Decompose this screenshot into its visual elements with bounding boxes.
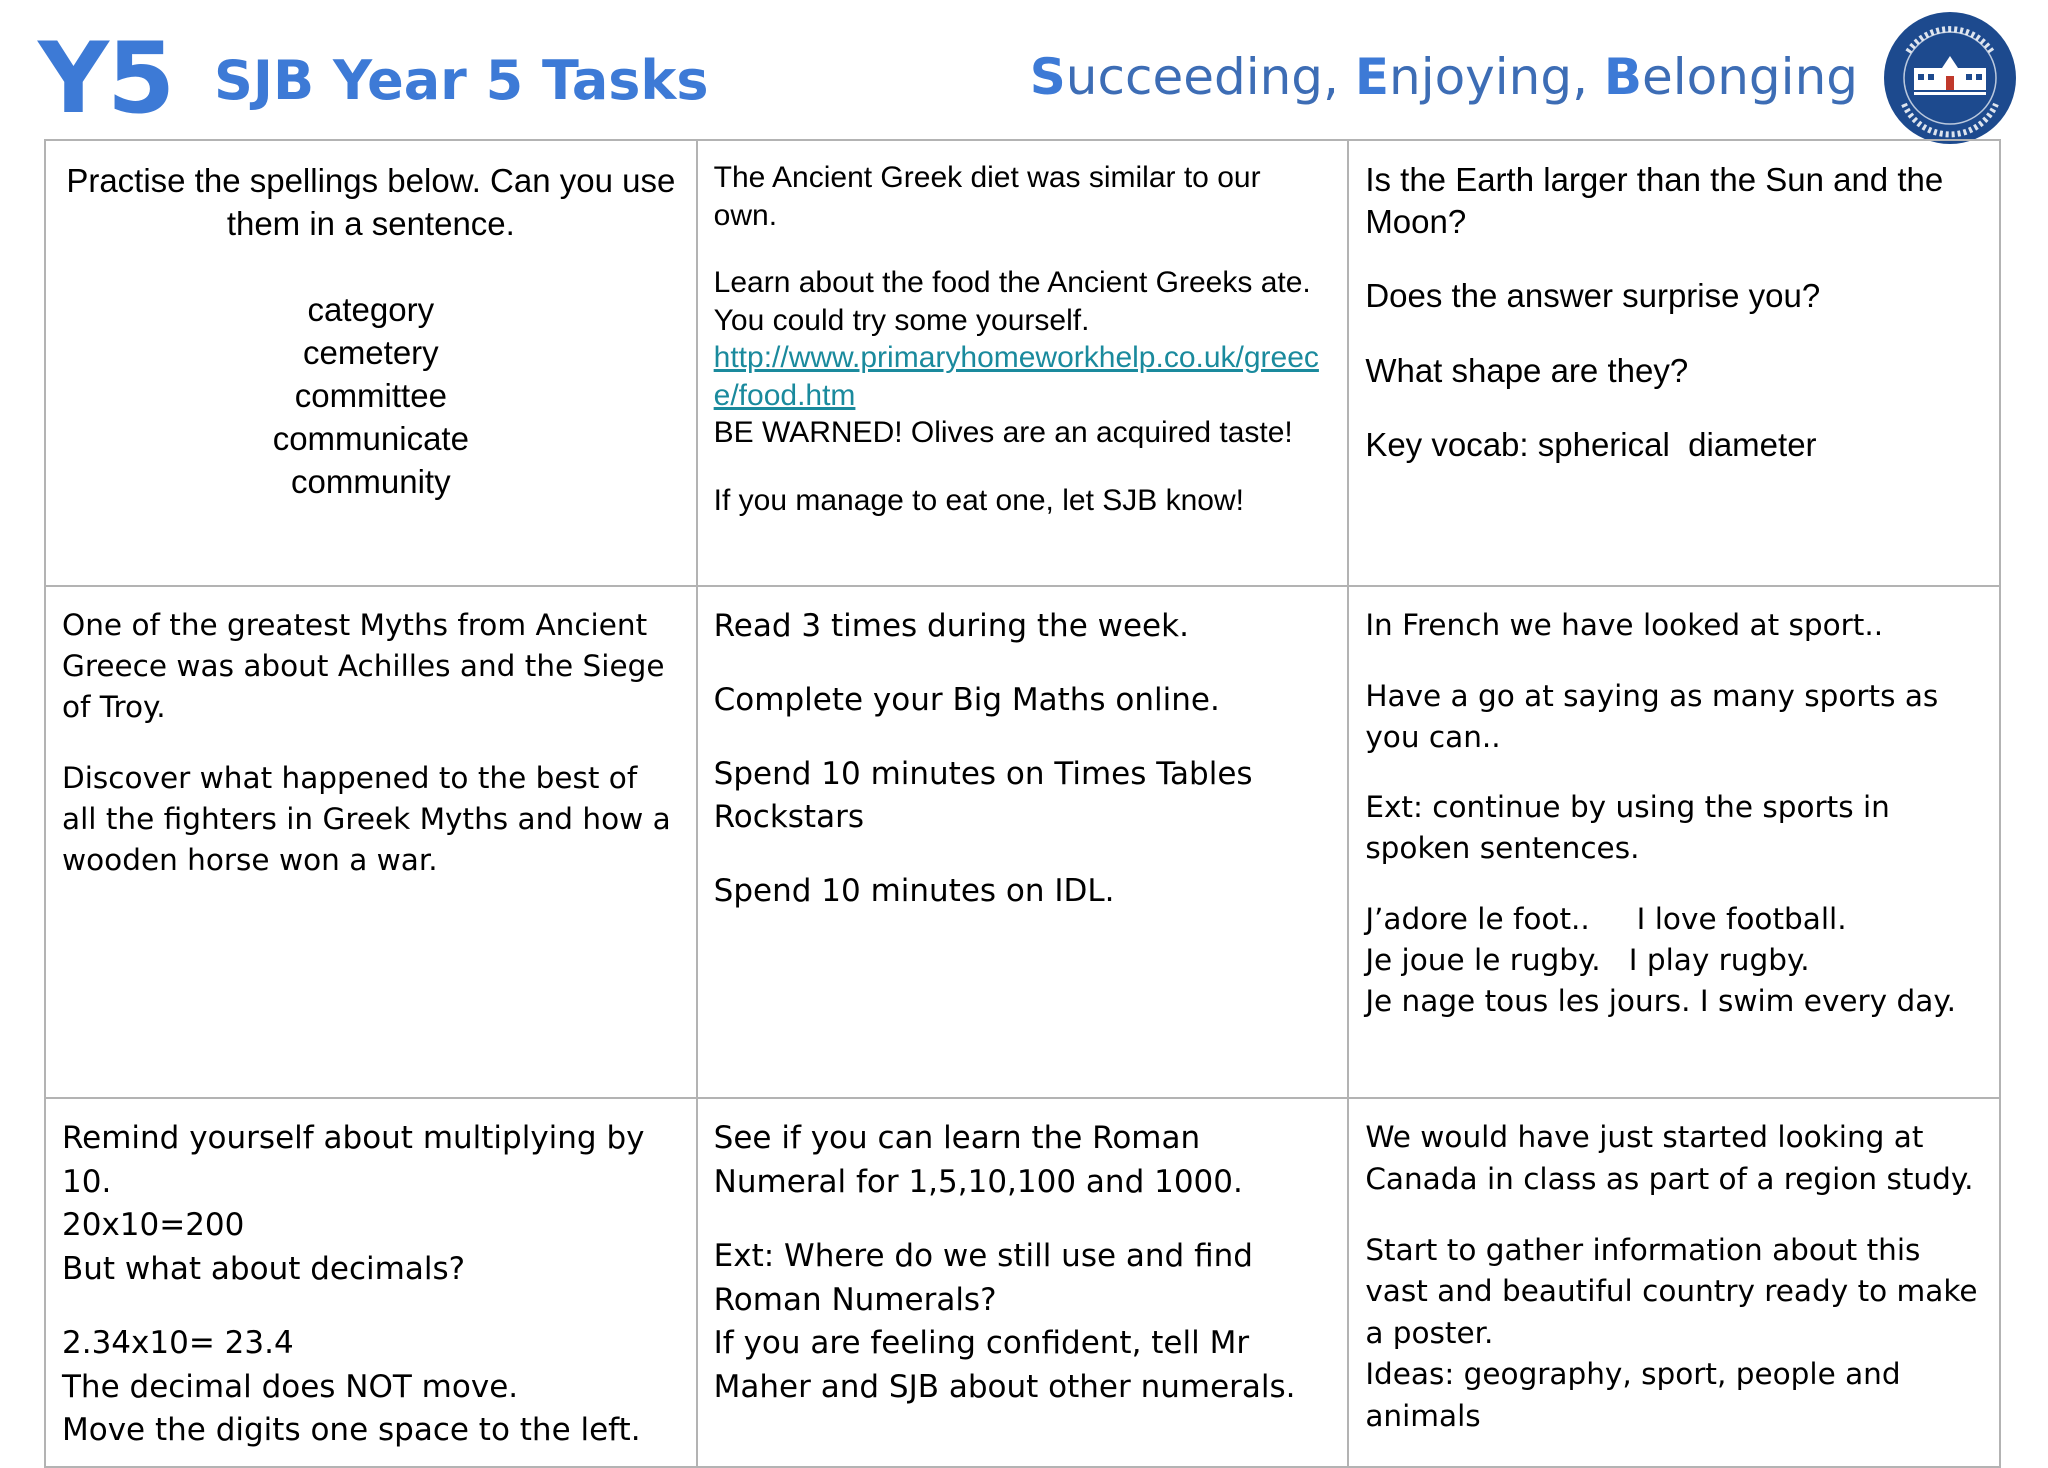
multiply-line: Remind yourself about multiplying by 10.	[62, 1120, 655, 1200]
olives-warning: BE WARNED! Olives are an acquired taste!	[713, 416, 1293, 449]
tasks-grid	[44, 139, 2001, 1468]
school-crest-icon	[1884, 12, 2016, 144]
spelling-word: communicate	[272, 420, 469, 457]
achilles-task: Discover what happened to the best of all the fighters in Greek Myths and how a wooden horse won a war.	[62, 760, 681, 877]
motto-s-rest: ucceeding,	[1065, 48, 1355, 106]
school-logo	[1884, 12, 2016, 144]
roman-extension: Ext: Where do we still use and find Roman Numerals?	[713, 1238, 1263, 1318]
spelling-list	[62, 288, 680, 503]
spellings-intro: Practise the spellings below. Can you use them in a sentence.	[66, 162, 685, 242]
task-cell-achilles	[45, 586, 697, 1098]
task-cell-french	[1348, 586, 2000, 1098]
french-task: Have a go at saying as many sports as you can..	[1365, 678, 1948, 754]
achilles-intro: One of the greatest Myths from Ancient Greece was about Achilles and the Siege of Troy.	[62, 608, 674, 724]
roman-challenge: If you are feeling confident, tell Mr Maher and SJB about other numerals.	[713, 1325, 1296, 1405]
weekly-item: Complete your Big Maths online.	[713, 682, 1220, 718]
french-example: J’adore le foot.. I love football.	[1365, 901, 1847, 936]
motto-e-rest: njoying,	[1389, 48, 1604, 106]
year-badge: Y5	[38, 22, 174, 136]
spelling-word: committee	[294, 377, 447, 414]
tasks-row	[45, 140, 2000, 586]
surprise-question: Does the answer surprise you?	[1365, 277, 1821, 314]
motto-s-initial: S	[1029, 48, 1066, 106]
french-example: Je nage tous les jours. I swim every day.	[1365, 983, 1956, 1018]
shape-question: What shape are they?	[1365, 351, 1689, 389]
multiply-line: But what about decimals?	[62, 1250, 466, 1287]
task-cell-weekly	[697, 586, 1349, 1098]
earth-question: Is the Earth larger than the Sun and the Moon?	[1365, 161, 1953, 240]
motto-b-initial: B	[1603, 48, 1642, 106]
olives-challenge: If you manage to eat one, let SJB know!	[713, 483, 1244, 517]
greek-diet-text: The Ancient Greek diet was similar to our own.	[713, 161, 1269, 232]
canada-task: Start to gather information about this vast and beautiful country ready to make a poster.	[1365, 1232, 1987, 1350]
roman-task: See if you can learn the Roman Numeral for 1,5,10,100 and 1000.	[713, 1120, 1243, 1200]
tasks-row	[45, 586, 2000, 1098]
weekly-item: Spend 10 minutes on IDL.	[713, 873, 1115, 909]
multiply-line: 20x10=200	[62, 1207, 245, 1243]
multiply-line: 2.34x10= 23.4	[62, 1325, 294, 1361]
task-cell-spellings	[45, 140, 697, 586]
school-motto	[1029, 48, 1858, 106]
page-title: SJB Year 5 Tasks	[214, 49, 709, 112]
task-cell-multiply	[45, 1098, 697, 1467]
canada-intro: We would have just started looking at Canada in class as part of a region study.	[1365, 1120, 1974, 1196]
weekly-item: Read 3 times during the week.	[713, 608, 1189, 644]
task-cell-roman	[697, 1098, 1349, 1467]
spelling-word: category	[307, 291, 435, 328]
french-example: Je joue le rugby. I play rugby.	[1365, 942, 1810, 977]
page-header	[0, 0, 2048, 140]
weekly-item: Spend 10 minutes on Times Tables Rockstars	[713, 756, 1263, 835]
spelling-word: community	[291, 463, 451, 500]
greek-food-link[interactable]: http://www.primaryhomeworkhelp.co.uk/greece/food.htm	[713, 341, 1319, 412]
french-intro: In French we have looked at sport..	[1365, 608, 1884, 642]
spelling-word: cemetery	[302, 334, 439, 371]
multiply-line: Move the digits one space to the left.	[62, 1412, 641, 1448]
task-cell-greek-food	[697, 140, 1349, 586]
task-cell-canada	[1348, 1098, 2000, 1467]
task-cell-earth-sun	[1348, 140, 2000, 586]
greek-food-instruction: Learn about the food the Ancient Greeks ate. You could try some yourself.	[713, 266, 1319, 337]
french-extension: Ext: continue by using the sports in spoken sentences.	[1365, 790, 1900, 865]
motto-e-initial: E	[1354, 48, 1389, 106]
tasks-row	[45, 1098, 2000, 1467]
key-vocab: Key vocab: spherical diameter	[1365, 426, 1817, 463]
motto-b-rest: elonging	[1642, 48, 1858, 106]
canada-ideas: Ideas: geography, sport, people and animals	[1365, 1357, 1910, 1433]
multiply-line: The decimal does NOT move.	[62, 1368, 519, 1405]
